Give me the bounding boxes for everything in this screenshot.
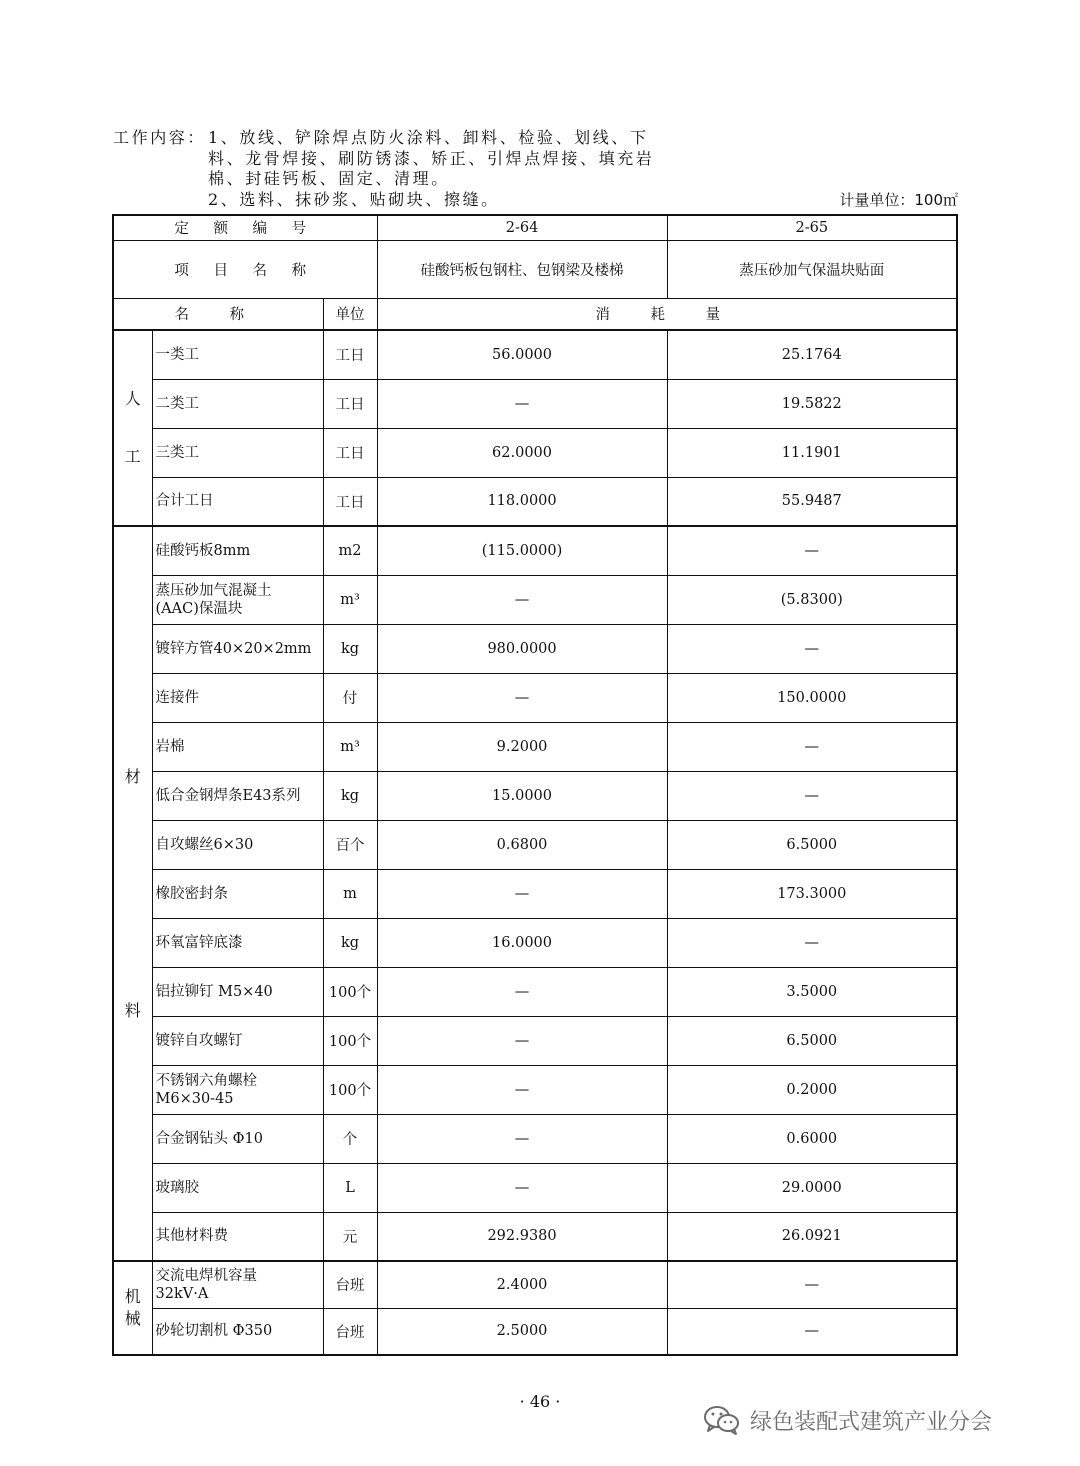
row-unit: m³ <box>323 722 377 771</box>
row-unit: 元 <box>323 1212 377 1261</box>
page-number: · 46 · <box>519 1392 561 1411</box>
row-name: 低合金钢焊条E43系列 <box>152 771 323 820</box>
row-name: 不锈钢六角螺栓 M6×30-45 <box>152 1065 323 1114</box>
row-value-2-65: 3.5000 <box>667 967 957 1016</box>
group-machine <box>113 1261 152 1355</box>
item-name-2-65: 蒸压砂加气保温块贴面 <box>667 240 957 298</box>
table-row <box>113 330 957 379</box>
row-value-2-64: — <box>377 1163 667 1212</box>
row-unit: 100个 <box>323 967 377 1016</box>
table-row <box>113 918 957 967</box>
table-row <box>113 428 957 477</box>
table-row <box>113 575 957 624</box>
row-name: 铝拉铆钉 M5×40 <box>152 967 323 1016</box>
row-name: 合计工日 <box>152 477 323 526</box>
row-value-2-65: — <box>667 722 957 771</box>
table-row <box>113 624 957 673</box>
item-name-label: 项 目 名 称 <box>113 240 377 298</box>
row-name: 岩棉 <box>152 722 323 771</box>
row-name: 蒸压砂加气混凝土 (AAC)保温块 <box>152 575 323 624</box>
row-value-2-65: 173.3000 <box>667 869 957 918</box>
table-row <box>113 1163 957 1212</box>
column-header-unit: 单位 <box>323 298 377 330</box>
quota-code-label: 定 额 编 号 <box>113 215 377 240</box>
table-row <box>113 869 957 918</box>
row-unit: 工日 <box>323 428 377 477</box>
group-material-char-1: 材 <box>124 766 141 786</box>
table-row <box>113 771 957 820</box>
table-row <box>113 673 957 722</box>
column-header-row <box>113 298 957 330</box>
column-header-consumption: 消 耗 量 <box>377 298 957 330</box>
group-machine-char-1: 机 <box>124 1287 141 1306</box>
row-value-2-64: 0.6800 <box>377 820 667 869</box>
row-unit: 工日 <box>323 330 377 379</box>
row-name: 三类工 <box>152 428 323 477</box>
work-content <box>113 128 958 210</box>
row-unit: 百个 <box>323 820 377 869</box>
row-name: 镀锌自攻螺钉 <box>152 1016 323 1065</box>
row-name: 镀锌方管40×20×2mm <box>152 624 323 673</box>
table-row <box>113 1016 957 1065</box>
table-row <box>113 820 957 869</box>
table-row <box>113 477 957 526</box>
group-material <box>113 526 152 1261</box>
row-value-2-64: 15.0000 <box>377 771 667 820</box>
row-value-2-64: 2.5000 <box>377 1308 667 1355</box>
row-value-2-65: 6.5000 <box>667 1016 957 1065</box>
brand-watermark <box>702 1402 992 1438</box>
group-labor-char-2: 工 <box>124 447 141 466</box>
row-value-2-64: 56.0000 <box>377 330 667 379</box>
row-value-2-64: (115.0000) <box>377 526 667 575</box>
quota-code-2-65: 2-65 <box>667 215 957 240</box>
table-row <box>113 967 957 1016</box>
row-value-2-64: 292.9380 <box>377 1212 667 1261</box>
row-unit: kg <box>323 624 377 673</box>
row-value-2-65: 55.9487 <box>667 477 957 526</box>
row-name: 砂轮切割机 Φ350 <box>152 1308 323 1355</box>
row-name: 交流电焊机容量 32kV·A <box>152 1261 323 1308</box>
row-name: 二类工 <box>152 379 323 428</box>
brand-text: 绿色装配式建筑产业分会 <box>750 1409 993 1435</box>
quota-code-row <box>113 215 957 240</box>
row-value-2-65: 0.2000 <box>667 1065 957 1114</box>
row-name: 玻璃胶 <box>152 1163 323 1212</box>
row-unit: m³ <box>323 575 377 624</box>
row-value-2-64: — <box>377 1016 667 1065</box>
row-value-2-65: 11.1901 <box>667 428 957 477</box>
row-value-2-64: — <box>377 869 667 918</box>
row-name: 硅酸钙板8mm <box>152 526 323 575</box>
row-unit: 付 <box>323 673 377 722</box>
row-value-2-64: — <box>377 379 667 428</box>
row-unit: m2 <box>323 526 377 575</box>
group-material-char-2: 料 <box>124 1000 141 1020</box>
row-value-2-65: 150.0000 <box>667 673 957 722</box>
row-value-2-65: — <box>667 1261 957 1308</box>
item-name-row <box>113 240 957 298</box>
table-row <box>113 1308 957 1355</box>
row-value-2-65: 25.1764 <box>667 330 957 379</box>
row-value-2-64: — <box>377 967 667 1016</box>
row-value-2-64: — <box>377 575 667 624</box>
item-name-2-64: 硅酸钙板包钢柱、包钢梁及楼梯 <box>377 240 667 298</box>
row-value-2-64: 9.2000 <box>377 722 667 771</box>
row-name: 一类工 <box>152 330 323 379</box>
work-content-line-1: 1、放线、铲除焊点防火涂料、卸料、检验、划线、下 <box>208 128 649 147</box>
table-row <box>113 722 957 771</box>
row-name: 橡胶密封条 <box>152 869 323 918</box>
group-labor-char-1: 人 <box>124 389 141 408</box>
row-value-2-64: 2.4000 <box>377 1261 667 1308</box>
row-name: 环氧富锌底漆 <box>152 918 323 967</box>
row-unit: 工日 <box>323 379 377 428</box>
measurement-unit: 计量单位：100㎡ <box>839 190 958 209</box>
row-value-2-65: — <box>667 771 957 820</box>
row-name: 其他材料费 <box>152 1212 323 1261</box>
wechat-icon <box>702 1404 742 1436</box>
row-value-2-64: — <box>377 673 667 722</box>
row-value-2-65: 29.0000 <box>667 1163 957 1212</box>
row-value-2-64: 62.0000 <box>377 428 667 477</box>
table-row <box>113 1114 957 1163</box>
group-machine-char-2: 械 <box>124 1309 141 1328</box>
row-unit: L <box>323 1163 377 1212</box>
table-row <box>113 1261 957 1308</box>
table-row <box>113 526 957 575</box>
row-value-2-65: 19.5822 <box>667 379 957 428</box>
table-row <box>113 1065 957 1114</box>
row-name: 连接件 <box>152 673 323 722</box>
row-unit: kg <box>323 771 377 820</box>
table-row <box>113 1212 957 1261</box>
row-value-2-64: — <box>377 1114 667 1163</box>
row-value-2-64: — <box>377 1065 667 1114</box>
row-value-2-64: 118.0000 <box>377 477 667 526</box>
row-value-2-65: — <box>667 526 957 575</box>
row-value-2-65: — <box>667 1308 957 1355</box>
quota-code-2-64: 2-64 <box>377 215 667 240</box>
row-value-2-65: — <box>667 624 957 673</box>
row-name: 自攻螺丝6×30 <box>152 820 323 869</box>
row-value-2-65: 6.5000 <box>667 820 957 869</box>
row-unit: m <box>323 869 377 918</box>
row-unit: 个 <box>323 1114 377 1163</box>
work-content-line-3: 棉、封硅钙板、固定、清理。 <box>208 169 450 188</box>
row-value-2-65: — <box>667 918 957 967</box>
row-unit: 台班 <box>323 1261 377 1308</box>
row-value-2-65: 0.6000 <box>667 1114 957 1163</box>
column-header-name: 名 称 <box>113 298 323 330</box>
group-labor <box>113 330 152 526</box>
row-value-2-64: 16.0000 <box>377 918 667 967</box>
work-content-line-4: 2、选料、抹砂浆、贴砌块、擦缝。 <box>208 189 500 209</box>
work-content-label: 工作内容： <box>113 128 207 147</box>
row-unit: 100个 <box>323 1016 377 1065</box>
row-value-2-65: (5.8300) <box>667 575 957 624</box>
row-name: 合金钢钻头 Φ10 <box>152 1114 323 1163</box>
work-content-line-2: 料、龙骨焊接、刷防锈漆、矫正、引焊点焊接、填充岩 <box>208 148 655 168</box>
row-unit: 台班 <box>323 1308 377 1355</box>
row-unit: 100个 <box>323 1065 377 1114</box>
table-row <box>113 379 957 428</box>
row-value-2-65: 26.0921 <box>667 1212 957 1261</box>
row-value-2-64: 980.0000 <box>377 624 667 673</box>
row-unit: kg <box>323 918 377 967</box>
quota-table <box>112 214 958 1356</box>
row-unit: 工日 <box>323 477 377 526</box>
